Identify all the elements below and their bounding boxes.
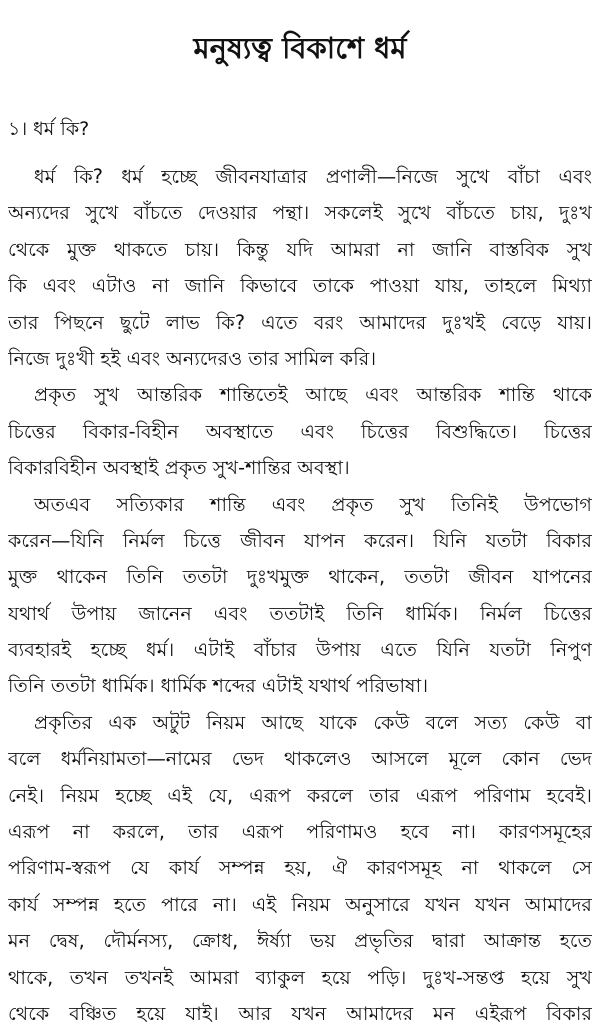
paragraph-2 [8,377,592,486]
text-line: এরূপ না করলে, তার এরূপ পরিণামও হবে না। কারণসমূহের [8,820,592,844]
text-line: বলে ধর্মনিয়ামতা—নামের ভেদ থাকলেও আসলে মূলে কোন ভেদ [8,747,592,771]
text-line: তিনি ততটা ধার্মিক। ধার্মিক শব্দের এটাই যথার্থ পরিভাষা। [8,674,429,698]
text-line: থেকে মুক্ত থাকতে চায়। কিন্তু যদি আমরা না জানি বাস্তবিক সুখ [8,237,592,261]
paragraph-1 [8,159,592,377]
page-title: মনুষ্যত্ব বিকাশে ধর্ম [193,31,407,65]
text-line: অতএব সত্যিকার শান্তি এবং প্রকৃত সুখ তিনিই উপভোগ [34,492,592,516]
text-line: তার পিছনে ছুটে লাভ কি? এতে বরং আমাদের দুঃখই বেড়ে যায়। [8,310,592,334]
text-line: ব্যবহারই হচ্ছে ধর্ম। এটাই বাঁচার উপায় এতে যিনি যতটা নিপুণ [8,638,592,662]
text-line: থাকে, তখন তখনই আমরা ব্যাকুল হয়ে পড়ি। দুঃখ-সন্তপ্ত হয়ে সুখ [8,965,592,989]
text-line: মুক্ত থাকেন তিনি ততটা দুঃখমুক্ত থাকেন, ততটা জীবন যাপনের [8,565,592,589]
text-line: প্রকৃত সুখ আন্তরিক শান্তিতেই আছে এবং আন্তরিক শান্তি থাকে [34,383,592,407]
text-line: যথার্থ উপায় জানেন এবং ততটাই তিনি ধার্মিক। নির্মল চিত্তের [8,601,592,625]
text-line: অন্যদের সুখে বাঁচতে দেওয়ার পন্থা। সকলেই সুখে বাঁচতে চায়, দুঃখ [8,201,592,225]
text-line: বিকারবিহীন অবস্থাই প্রকৃত সুখ-শান্তির অবস্থা। [8,456,350,480]
text-line: করেন—যিনি নির্মল চিত্তে জীবন যাপন করেন। যিনি যতটা বিকার [8,528,592,552]
text-line: ধর্ম কি? ধর্ম হচ্ছে জীবনযাত্রার প্রণালী—নিজে সুখে বাঁচা এবং [34,165,592,188]
text-line: পরিণাম-স্বরূপ যে কার্য সম্পন্ন হয়, ঐ কারণসমূহ না থাকলে সে [8,856,592,880]
paragraph-4 [8,705,592,1032]
text-line: কার্য সম্পন্ন হতে পারে না। এই নিয়ম অনুসারে যখন যখন আমাদের [8,892,592,916]
text-line: মন দ্বেষ, দৌর্মনস্য, ক্রোধ, ঈর্ষ্যা ভয় প্রভৃতির দ্বারা আক্রান্ত হতে [8,929,592,953]
text-line: নিজে দুঃখী হই এবং অন্যদেরও তার সামিল করি। [8,346,377,370]
text-line: থেকে বঞ্চিত হয়ে যাই। আর যখন আমাদের মন এইরূপ বিকার [8,1001,592,1025]
text-line: কি এবং এটাও না জানি কিভাবে তাকে পাওয়া যায়, তাহলে মিথ্যা [8,274,592,298]
text-line: চিত্তের বিকার-বিহীন অবস্থাতে এবং চিত্তের বিশুদ্ধিতে। চিত্তের [8,419,592,443]
paragraph-3 [8,487,592,705]
section-heading: ১। ধর্ম কি? [8,118,90,140]
body-text [8,159,592,1032]
text-line: প্রকৃতির এক অটুট নিয়ম আছে যাকে কেউ বলে সত্য কেউ বা [34,710,592,734]
text-line: নেই। নিয়ম হচ্ছে এই যে, এরূপ করলে তার এরূপ পরিণাম হবেই। [8,783,592,807]
